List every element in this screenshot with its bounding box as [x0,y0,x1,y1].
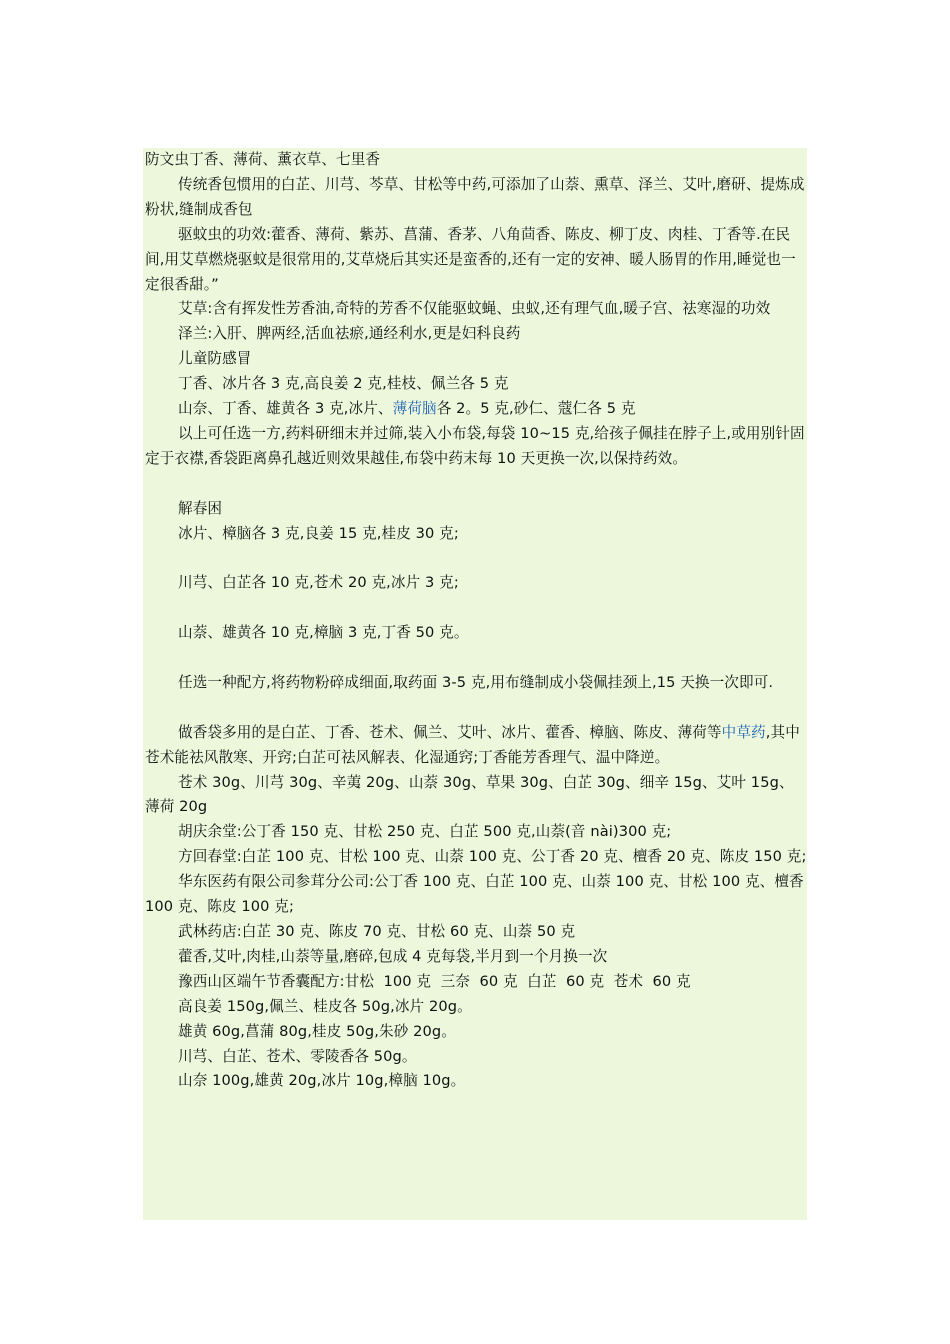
article-body [143,148,807,1220]
paragraph-common-herbs [145,721,807,771]
recipe-line: 苍术 30g、川芎 30g、辛荑 20g、山萘 30g、草果 30g、白芷 30g、细辛 15g、艾叶 15g、薄荷 20g [145,773,794,816]
recipe-text-before: 山奈、丁香、雄黄各 3 克,冰片、 [178,400,393,418]
recipe-line: 冰片、樟脑各 3 克,良姜 15 克,桂皮 30 克; [178,524,459,542]
recipe-line: 藿香,艾叶,肉桂,山萘等量,磨碎,包成 4 克每袋,半月到一个月换一次 [178,947,608,965]
paragraph-traditional-sachet: 传统香包惯用的白芷、川芎、芩草、甘松等中药,可添加了山萘、熏草、泽兰、艾叶,磨研、提炼成粉状,缝制成香包 [145,175,805,218]
recipe-line: 山奈 100g,雄黄 20g,冰片 10g,樟脑 10g。 [178,1072,466,1090]
blank-line [145,472,807,497]
text-line-title: 防文虫丁香、薄荷、薰衣草、七里香 [145,151,381,168]
recipe-line: 山萘、雄黄各 10 克,樟脑 3 克,丁香 50 克。 [178,624,469,642]
recipe-line: 丁香、冰片各 3 克,高良姜 2 克,桂枝、佩兰各 5 克 [178,375,509,393]
chinese-herbal-medicine-link[interactable]: 中草药 [721,723,766,741]
menthol-link[interactable]: 薄荷脑 [392,400,437,418]
heading-children-cold: 儿童防感冒 [178,350,252,368]
recipe-line: 华东医药有限公司参茸分公司:公丁香 100 克、白芷 100 克、山萘 100 克、甘松 100 克、檀香 100 克、陈皮 100 克; [145,873,804,916]
blank-line [145,546,807,571]
blank-line [145,646,807,671]
herbs-text-after: ,其中苍术能祛风散寒、开窍;白芷可祛风解表、化湿通窍;丁香能芳香理气、温中降逆。 [145,723,800,766]
recipe-line: 川芎、白芷各 10 克,苍术 20 克,冰片 3 克; [178,574,459,592]
recipe-line-with-link [145,397,807,422]
recipe-text-after: 各 2。5 克,砂仁、蔻仁各 5 克 [436,400,636,418]
recipe-line: 武林药店:白芷 30 克、陈皮 70 克、甘松 60 克、山萘 50 克 [178,923,576,941]
recipe-line: 雄黄 60g,菖蒲 80g,桂皮 50g,朱砂 20g。 [178,1022,456,1040]
recipe-line: 豫西山区端午节香囊配方:甘松 100 克 三奈 60 克 白芷 60 克 苍术 60 克 [178,972,691,990]
recipe-line: 高良姜 150g,佩兰、桂皮各 50g,冰片 20g。 [178,997,472,1015]
herbs-text-before: 做香袋多用的是白芷、丁香、苍术、佩兰、艾叶、冰片、藿香、樟脑、陈皮、薄荷等 [178,723,722,741]
recipe-line: 胡庆余堂:公丁香 150 克、甘松 250 克、白芷 500 克,山萘(音 nài)300 克; [178,823,672,841]
paragraph-mugwort: 艾草:含有挥发性芳香油,奇特的芳香不仅能驱蚊蝇、虫蚁,还有理气血,暖子宫、祛寒湿的功效 [178,300,771,318]
heading-spring-fatigue: 解春困 [178,499,223,517]
paragraph-choose-one: 任选一种配方,将药物粉碎成细面,取药面 3-5 克,用布缝制成小袋佩挂颈上,15 天换一次即可. [178,673,774,691]
blank-line [145,596,807,621]
blank-line [145,696,807,721]
paragraph-zelan: 泽兰:入肝、脾两经,活血祛瘀,通经利水,更是妇科良药 [178,325,521,343]
recipe-line: 方回春堂:白芷 100 克、甘松 100 克、山萘 100 克、公丁香 20 克、檀香 20 克、陈皮 150 克; [178,848,807,866]
recipe-line: 川芎、白芷、苍术、零陵香各 50g。 [178,1047,417,1065]
paragraph-usage-instructions: 以上可任选一方,药料研细末并过筛,装入小布袋,每袋 10~15 克,给孩子佩挂在脖子上,或用别针固定于衣襟,香袋距离鼻孔越近则效果越佳,布袋中药末每 10 天更换一次,以保持药效。 [145,424,805,467]
paragraph-mosquito-repellent: 驱蚊虫的功效:藿香、薄荷、紫苏、菖蒲、香茅、八角茴香、陈皮、柳丁皮、肉桂、丁香等.在民间,用艾草燃烧驱蚊是很常用的,艾草烧后其实还是蛮香的,还有一定的安神、暖人肠胃的作用,睡觉也一定很香甜。” [145,225,796,293]
